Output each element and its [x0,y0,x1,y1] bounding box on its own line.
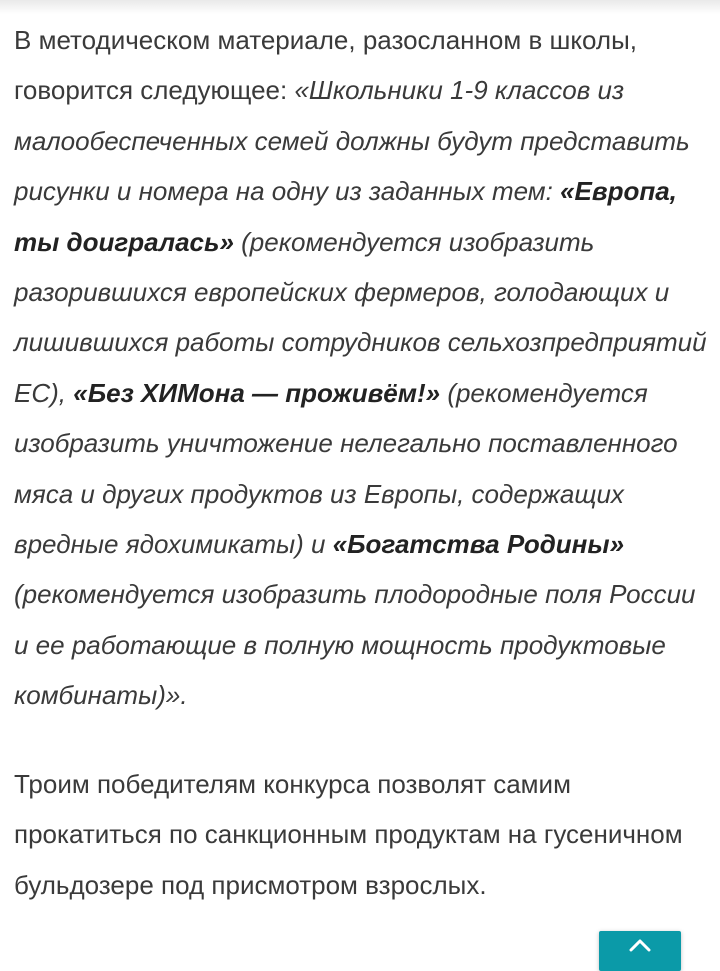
theme-without-chemicals: «Без ХИМона — проживём!» [73,377,441,408]
theme-europe: «Европа, ты доигралась» [14,176,677,257]
scroll-to-top-button[interactable] [599,931,681,971]
paragraph-winners: Троим победителям конкурса позволят самим прокатиться по санкционным продуктам на гусеничном бульдозере под присмотром взрослых. [14,768,683,900]
theme-motherland-riches-note: (рекомендуется изобразить плодородные поля России и ее работающие в полную мощность продуктовые комбинаты)». [14,579,696,711]
theme-europe-note: (рекомендуется изобразить разорившихся европейских фермеров, голодающих и лишившихся работы сотрудников сельхозпредприятий ЕС), [14,226,707,408]
quote-text [14,75,707,710]
intro-text: В методическом материале, разосланном в школы, говорится следующее: [14,25,637,106]
quote-opening: «Школьники 1-9 классов из малообеспеченных семей должны будут представить рисунки и номера на одну из заданных тем: [14,75,690,207]
top-shadow [0,0,720,14]
paragraph-methodical-material [14,15,710,721]
theme-without-chemicals-note: (рекомендуется изобразить уничтожение нелегально поставленного мяса и других продуктов из Европы, содержащих вредные ядохимикаты) и [14,377,678,560]
theme-motherland-riches: «Богатства Родины» [332,529,625,560]
chevron-up-icon [628,937,652,953]
article-body [14,15,710,910]
